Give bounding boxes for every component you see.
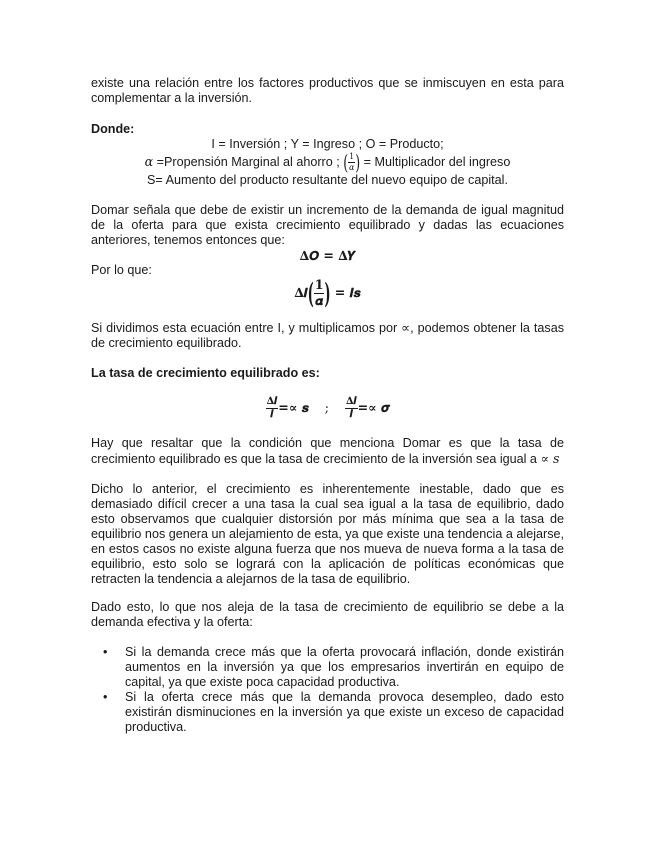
fraction-numerator: ∆𝑰 <box>266 396 278 407</box>
fraction-numerator: 𝟏 <box>314 277 324 293</box>
tasa-heading: La tasa de crecimiento equilibrado es: <box>91 366 320 380</box>
hay-paragraph <box>91 436 564 467</box>
definition-line-3: S= Aumento del producto resultante del nuevo equipo de capital. <box>147 173 508 187</box>
bullet-dot: • <box>103 645 108 659</box>
equation-separator: ; <box>324 400 329 415</box>
dicho-paragraph: Dicho lo anterior, el crecimiento es inherentemente inestable, dado que es demasiado difícil crecer a una tasa la cual sea igual a la tasa de equilibrio, dado esto observamos que cualquier distorsión por más mínima que sea a la tasa de equilibrio nos genera un alejamiento de esta, ya que existe una tendencia a alejarse, en estos casos no existe alguna fuerza que nos mueva de nueva forma a la tasa de equilibrio, esto solo se logrará con la aplicación de políticas económicas que retracten la tendencia a alejarnos de la tasa de equilibrio. <box>91 482 564 586</box>
list-item <box>91 690 564 735</box>
fraction-numerator: 1 <box>349 152 355 162</box>
close-paren: ) <box>355 149 361 174</box>
multiplicador-text: = Multiplicador del ingreso <box>360 155 511 169</box>
bullet-text: Si la demanda crece más que la oferta provocará inflación, donde existirán aumentos en la inversión ya que los empresarios invertirán en equipo de capital, ya que existe poca capacidad productiva. <box>125 645 564 689</box>
domar-paragraph: Domar señala que debe de existir un incremento de la demanda de igual magnitud de la oferta para que exista crecimiento equilibrado y dadas las ecuaciones anteriores, tenemos entonces que: <box>91 203 564 247</box>
bullet-list <box>91 645 564 735</box>
growth-fraction-2 <box>345 397 358 420</box>
fraction-denominator: 𝜶 <box>315 293 324 308</box>
close-paren: ) <box>324 275 331 309</box>
growth-rhs-2: =∝ 𝝈 <box>357 400 390 415</box>
equation-growth-rates <box>91 392 564 424</box>
donde-label: Donde: <box>91 122 135 136</box>
list-item <box>91 645 564 690</box>
propension-text: =Propensión Marginal al ahorro ; <box>153 155 344 169</box>
fraction-denominator: 𝑰 <box>270 409 274 420</box>
dado-paragraph: Dado esto, lo que nos aleja de la tasa de crecimiento de equilibrio se debe a la demanda efectiva y la oferta: <box>91 600 564 629</box>
open-paren: ( <box>307 275 314 309</box>
growth-rhs-1: =∝ 𝒔 <box>278 400 309 415</box>
bullet-text: Si la oferta crece más que la demanda provoca desempleo, dado esto existirán disminuciones en la inversión ya que existe un exceso de capacidad productiva. <box>125 690 564 734</box>
equation-lhs: ∆𝑰 <box>294 285 308 300</box>
equation-multiplier <box>91 276 564 310</box>
equation-delta-o: ∆𝑶 = ∆𝒀 <box>299 248 356 263</box>
por-lo-que-label: Por lo que: <box>91 263 152 277</box>
definition-line-1: I = Inversión ; Y = Ingreso ; O = Producto; <box>211 137 444 151</box>
hay-math: ∝ 𝑠 <box>540 451 560 466</box>
hay-text: Hay que resaltar que la condición que menciona Domar es que la tasa de crecimiento equilibrado es que la tasa de crecimiento de la inversión sea igual a <box>91 436 564 466</box>
multiplier-fraction <box>348 153 355 172</box>
alpha-symbol: α <box>144 154 154 169</box>
growth-fraction-1 <box>266 397 279 420</box>
fraction-denominator: 𝑰 <box>349 409 353 420</box>
dividimos-paragraph: Si dividimos esta ecuación entre I, y multiplicamos por ∝, podemos obtener la tasas de crecimiento equilibrado. <box>91 321 564 350</box>
equation-fraction <box>314 279 325 307</box>
intro-paragraph: existe una relación entre los factores productivos que se inmiscuyen en esta para complementar a la inversión. <box>91 76 564 105</box>
definition-line-2 <box>91 151 564 173</box>
fraction-numerator: ∆𝑰 <box>345 396 357 407</box>
bullet-dot: • <box>103 690 108 704</box>
fraction-denominator: α <box>349 163 355 173</box>
equation-rhs: = 𝑰𝒔 <box>330 285 361 300</box>
open-paren: ( <box>343 149 349 174</box>
